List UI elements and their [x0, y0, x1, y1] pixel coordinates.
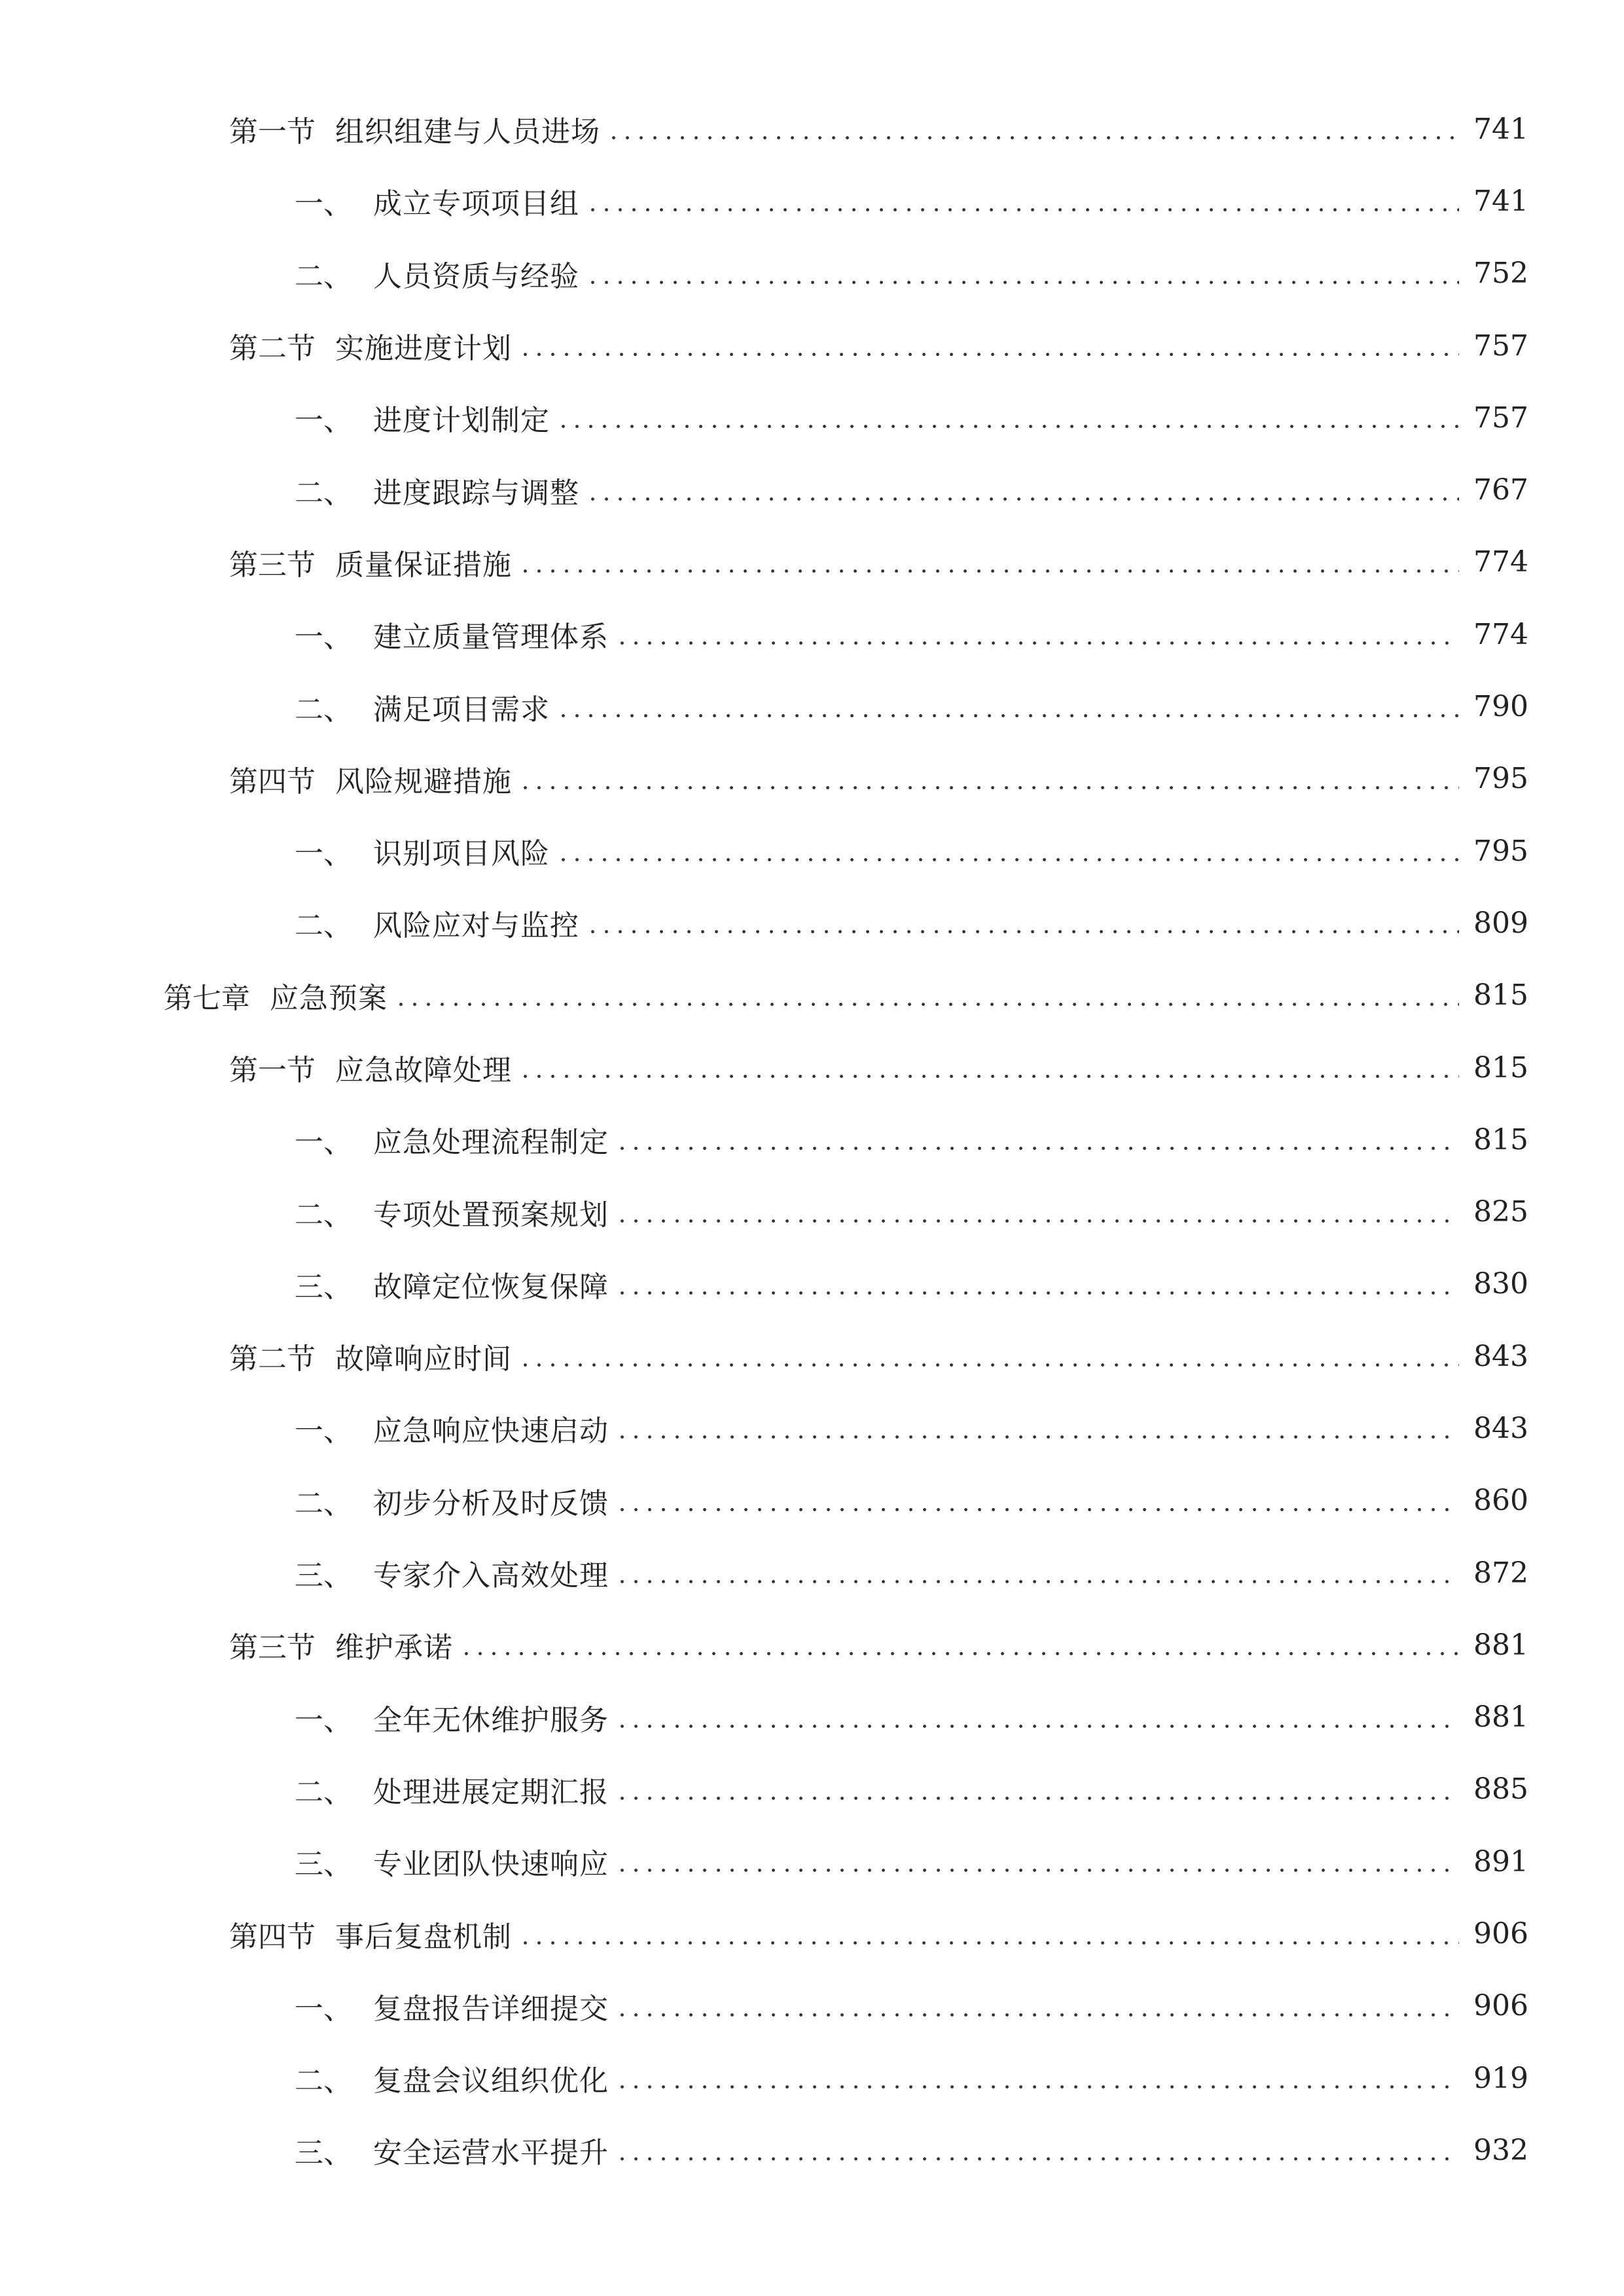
- toc-entry-title: 维护承诺: [335, 1631, 453, 1665]
- toc-entry-page-number: 860: [1473, 1484, 1528, 1518]
- toc-entry-page-number: 790: [1473, 690, 1528, 724]
- toc-entry-level-3[interactable]: [0, 1681, 1624, 1753]
- toc-entry-marker: 三、: [295, 1559, 352, 1593]
- toc-entry-title: 事后复盘机制: [335, 1920, 512, 1954]
- toc-entry-page-number: 741: [1473, 184, 1528, 218]
- toc-entry-marker: 一、: [295, 404, 352, 438]
- toc-entry-page-number: 891: [1473, 1844, 1528, 1878]
- toc-entry-title: 应急预案: [270, 981, 388, 1015]
- toc-entry-title: 复盘报告详细提交: [373, 1992, 609, 2026]
- toc-entry-marker: 一、: [295, 620, 352, 655]
- dot-leader: [615, 1198, 1459, 1227]
- toc-entry-marker: 第一节: [229, 115, 316, 149]
- toc-entry-page-number: 825: [1473, 1195, 1528, 1229]
- toc-entry-page-number: 767: [1473, 473, 1528, 507]
- toc-entry-page-number: 795: [1473, 762, 1528, 796]
- toc-entry-title: 安全运营水平提升: [373, 2136, 609, 2170]
- toc-entry-title: 进度跟踪与调整: [373, 476, 579, 510]
- dot-leader: [615, 1125, 1459, 1154]
- toc-entry-level-3[interactable]: [0, 382, 1624, 454]
- dot-leader: [586, 259, 1459, 288]
- toc-entry-page-number: 815: [1473, 1122, 1528, 1157]
- toc-entry-level-2[interactable]: [0, 93, 1624, 165]
- toc-entry-title: 质量保证措施: [335, 548, 512, 582]
- dot-leader: [518, 1053, 1459, 1082]
- toc-entry-title: 组织组建与人员进场: [335, 115, 600, 149]
- toc-entry-marker: 一、: [295, 1126, 352, 1160]
- toc-entry-marker: 二、: [295, 909, 352, 943]
- toc-entry-page-number: 830: [1473, 1267, 1528, 1301]
- dot-leader: [615, 1703, 1459, 1732]
- toc-entry-marker: 一、: [295, 837, 352, 871]
- toc-entry-level-3[interactable]: [0, 670, 1624, 742]
- toc-entry-level-3[interactable]: [0, 2114, 1624, 2186]
- toc-entry-page-number: 815: [1473, 978, 1528, 1013]
- toc-entry-level-3[interactable]: [0, 815, 1624, 887]
- toc-entry-marker: 二、: [295, 1198, 352, 1232]
- toc-entry-level-3[interactable]: [0, 1970, 1624, 2042]
- toc-entry-page-number: 843: [1473, 1411, 1528, 1445]
- toc-entry-marker: 第四节: [229, 1920, 316, 1954]
- toc-entry-level-2[interactable]: [0, 1320, 1624, 1392]
- dot-leader: [556, 692, 1459, 721]
- toc-entry-level-3[interactable]: [0, 1392, 1624, 1464]
- dot-leader: [556, 836, 1459, 865]
- toc-entry-page-number: 815: [1473, 1050, 1528, 1085]
- toc-entry-marker: 第二节: [229, 1342, 316, 1376]
- toc-entry-page-number: 906: [1473, 1917, 1528, 1951]
- dot-leader: [518, 548, 1459, 577]
- toc-entry-level-3[interactable]: [0, 2042, 1624, 2114]
- toc-entry-level-2[interactable]: [0, 1897, 1624, 1969]
- toc-entry-level-3[interactable]: [0, 1248, 1624, 1320]
- toc-entry-title: 全年无休维护服务: [373, 1703, 609, 1737]
- toc-entry-page-number: 774: [1473, 617, 1528, 651]
- toc-entry-title: 满足项目需求: [373, 692, 550, 726]
- dot-leader: [615, 1992, 1459, 2020]
- toc-entry-title: 风险规避措施: [335, 764, 512, 798]
- toc-entry-marker: 第一节: [229, 1054, 316, 1087]
- toc-entry-title: 初步分析及时反馈: [373, 1486, 609, 1520]
- toc-entry-marker: 二、: [295, 476, 352, 510]
- toc-entry-level-3[interactable]: [0, 598, 1624, 670]
- toc-entry-level-2[interactable]: [0, 1031, 1624, 1103]
- toc-entry-marker: 一、: [295, 187, 352, 221]
- toc-entry-page-number: 757: [1473, 329, 1528, 363]
- dot-leader: [518, 1342, 1459, 1371]
- toc-entry-title: 专业团队快速响应: [373, 1848, 609, 1882]
- dot-leader: [615, 1558, 1459, 1587]
- toc-entry-page-number: 809: [1473, 906, 1528, 940]
- toc-entry-marker: 第三节: [229, 1631, 316, 1665]
- toc-entry-page-number: 741: [1473, 112, 1528, 146]
- toc-entry-title: 应急响应快速启动: [373, 1414, 609, 1448]
- toc-entry-level-2[interactable]: [0, 310, 1624, 382]
- dot-leader: [615, 1414, 1459, 1443]
- dot-leader: [615, 1847, 1459, 1876]
- toc-entry-page-number: 872: [1473, 1556, 1528, 1590]
- toc-entry-marker: 一、: [295, 1414, 352, 1448]
- toc-entry-title: 识别项目风险: [373, 837, 550, 871]
- toc-entry-title: 应急处理流程制定: [373, 1126, 609, 1160]
- toc-entry-page-number: 757: [1473, 401, 1528, 435]
- dot-leader: [615, 1775, 1459, 1804]
- toc-entry-level-3[interactable]: [0, 454, 1624, 526]
- toc-entry-level-2[interactable]: [0, 743, 1624, 815]
- dot-leader: [615, 1486, 1459, 1515]
- dot-leader: [460, 1630, 1459, 1659]
- toc-entry-marker: 第四节: [229, 764, 316, 798]
- toc-entry-level-3[interactable]: [0, 1537, 1624, 1609]
- dot-leader: [586, 187, 1459, 215]
- dot-leader: [615, 2136, 1459, 2164]
- toc-entry-level-1[interactable]: [0, 960, 1624, 1031]
- table-of-contents: [0, 93, 1624, 2187]
- toc-entry-page-number: 774: [1473, 545, 1528, 579]
- toc-entry-marker: 二、: [295, 692, 352, 726]
- dot-leader: [586, 476, 1459, 505]
- toc-entry-marker: 三、: [295, 1270, 352, 1304]
- toc-entry-marker: 二、: [295, 1486, 352, 1520]
- dot-leader: [586, 908, 1459, 937]
- toc-entry-title: 故障响应时间: [335, 1342, 512, 1376]
- toc-entry-title: 进度计划制定: [373, 404, 550, 438]
- toc-entry-page-number: 752: [1473, 257, 1528, 291]
- dot-leader: [518, 1920, 1459, 1948]
- toc-entry-level-3[interactable]: [0, 238, 1624, 310]
- toc-entry-title: 成立专项项目组: [373, 187, 579, 221]
- toc-entry-title: 建立质量管理体系: [373, 620, 609, 655]
- toc-entry-level-3[interactable]: [0, 1753, 1624, 1825]
- toc-entry-marker: 三、: [295, 1848, 352, 1882]
- toc-entry-title: 实施进度计划: [335, 332, 512, 366]
- toc-entry-marker: 二、: [295, 259, 352, 293]
- toc-entry-page-number: 795: [1473, 834, 1528, 868]
- toc-entry-level-3[interactable]: [0, 1175, 1624, 1247]
- toc-entry-title: 故障定位恢复保障: [373, 1270, 609, 1304]
- toc-entry-marker: 一、: [295, 1992, 352, 2026]
- dot-leader: [518, 764, 1459, 793]
- toc-entry-marker: 二、: [295, 1775, 352, 1809]
- toc-entry-marker: 第七章: [164, 981, 250, 1015]
- toc-entry-page-number: 881: [1473, 1700, 1528, 1734]
- toc-entry-title: 应急故障处理: [335, 1054, 512, 1087]
- toc-entry-marker: 三、: [295, 2136, 352, 2170]
- toc-entry-marker: 第二节: [229, 332, 316, 366]
- dot-leader: [556, 403, 1459, 432]
- toc-entry-title: 专家介入高效处理: [373, 1559, 609, 1593]
- toc-entry-title: 处理进展定期汇报: [373, 1775, 609, 1809]
- toc-entry-page-number: 906: [1473, 1989, 1528, 2023]
- toc-entry-marker: 第三节: [229, 548, 316, 582]
- toc-entry-page-number: 885: [1473, 1772, 1528, 1806]
- toc-entry-title: 风险应对与监控: [373, 909, 579, 943]
- toc-entry-page-number: 932: [1473, 2133, 1528, 2167]
- toc-entry-page-number: 881: [1473, 1628, 1528, 1662]
- dot-leader: [394, 981, 1459, 1010]
- dot-leader: [615, 2064, 1459, 2092]
- toc-entry-level-3[interactable]: [0, 1825, 1624, 1897]
- dot-leader: [607, 115, 1459, 143]
- toc-entry-level-3[interactable]: [0, 1103, 1624, 1175]
- toc-entry-page-number: 919: [1473, 2061, 1528, 2095]
- toc-entry-level-3[interactable]: [0, 887, 1624, 959]
- toc-entry-title: 人员资质与经验: [373, 259, 579, 293]
- toc-entry-level-3[interactable]: [0, 1465, 1624, 1537]
- toc-entry-page-number: 843: [1473, 1339, 1528, 1373]
- toc-entry-level-2[interactable]: [0, 1609, 1624, 1681]
- dot-leader: [518, 331, 1459, 360]
- toc-entry-level-2[interactable]: [0, 526, 1624, 598]
- toc-entry-marker: 一、: [295, 1703, 352, 1737]
- dot-leader: [615, 620, 1459, 649]
- toc-entry-title: 复盘会议组织优化: [373, 2064, 609, 2098]
- dot-leader: [615, 1270, 1459, 1299]
- toc-entry-title: 专项处置预案规划: [373, 1198, 609, 1232]
- toc-entry-level-3[interactable]: [0, 165, 1624, 237]
- toc-entry-marker: 二、: [295, 2064, 352, 2098]
